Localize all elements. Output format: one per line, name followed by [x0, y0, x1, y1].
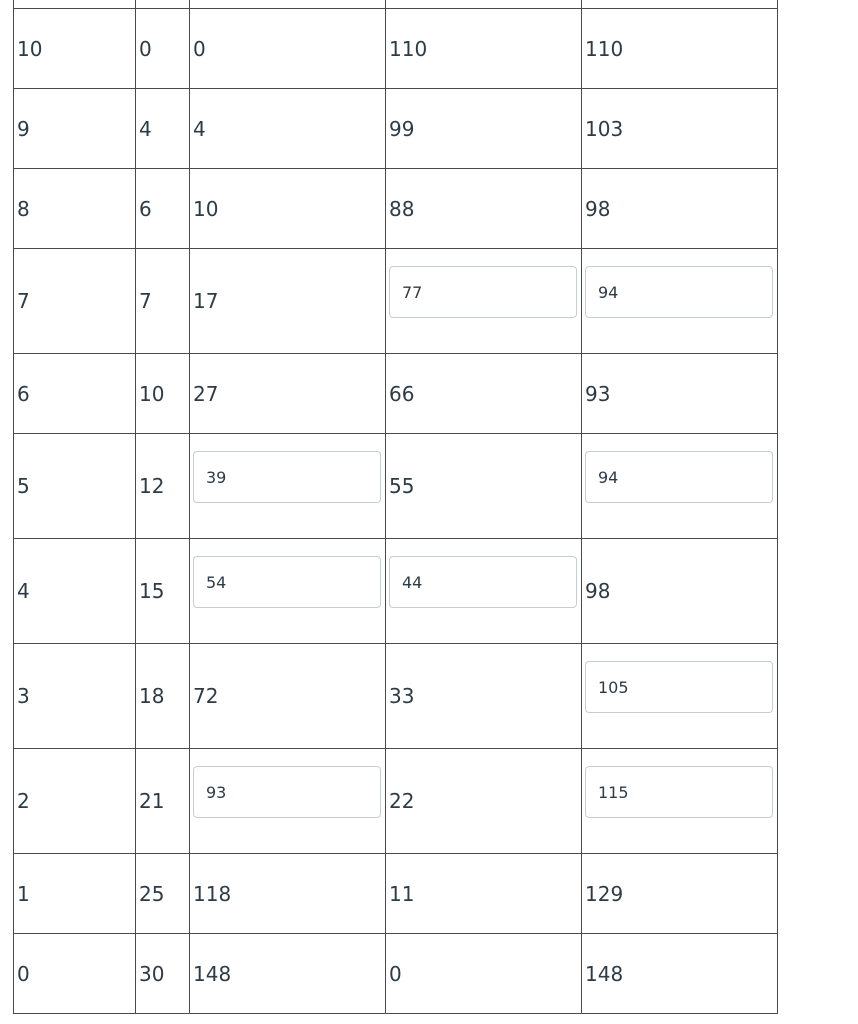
- table-row: [14, 539, 778, 644]
- table-cell: [190, 0, 386, 9]
- table-cell-c1: 18: [136, 644, 190, 749]
- table-row: [14, 644, 778, 749]
- table-cell-c2-input: [190, 749, 386, 854]
- table-cell-c1: 4: [136, 89, 190, 169]
- answer-input[interactable]: [193, 451, 381, 503]
- answer-input[interactable]: [389, 556, 577, 608]
- table-cell-c0: 1: [14, 854, 136, 934]
- table-cell-c3: 22: [386, 749, 582, 854]
- table-cell-c2: 4: [190, 89, 386, 169]
- table-row-spacer: [14, 0, 778, 9]
- table-cell-c4: 93: [582, 354, 778, 434]
- table-cell-c4: 148: [582, 934, 778, 1014]
- table-cell-c3-input: [386, 539, 582, 644]
- table-cell-c2-input: [190, 434, 386, 539]
- table-cell-c4-input: [582, 249, 778, 354]
- table-row: [14, 169, 778, 249]
- table-cell-c0: 9: [14, 89, 136, 169]
- answer-input[interactable]: [193, 556, 381, 608]
- table-cell-c2: 17: [190, 249, 386, 354]
- table-cell-c2: 10: [190, 169, 386, 249]
- table-cell-c4-input: [582, 434, 778, 539]
- table-cell-c0: 4: [14, 539, 136, 644]
- table-row: [14, 749, 778, 854]
- table-row: [14, 434, 778, 539]
- table-cell-c3: 110: [386, 9, 582, 89]
- table-cell-c1: 21: [136, 749, 190, 854]
- table-row: [14, 854, 778, 934]
- table-cell-c1: 30: [136, 934, 190, 1014]
- table-cell: [136, 0, 190, 9]
- answer-input[interactable]: [585, 766, 773, 818]
- table-cell-c1: 7: [136, 249, 190, 354]
- table-row: [14, 249, 778, 354]
- answer-input[interactable]: [389, 266, 577, 318]
- table-cell-c1: 25: [136, 854, 190, 934]
- table-cell-c1: 0: [136, 9, 190, 89]
- table-cell: [582, 0, 778, 9]
- table-cell-c3: 55: [386, 434, 582, 539]
- table-cell-c0: 7: [14, 249, 136, 354]
- table-cell-c0: 8: [14, 169, 136, 249]
- table-cell-c1: 12: [136, 434, 190, 539]
- table-cell-c3: 66: [386, 354, 582, 434]
- table-cell-c4: 129: [582, 854, 778, 934]
- table-cell-c4: 103: [582, 89, 778, 169]
- table-cell: [386, 0, 582, 9]
- table-cell-c0: 5: [14, 434, 136, 539]
- table-row: [14, 9, 778, 89]
- table-cell-c0: 0: [14, 934, 136, 1014]
- table-cell-c0: 10: [14, 9, 136, 89]
- table-cell-c4-input: [582, 749, 778, 854]
- table-cell-c2-input: [190, 539, 386, 644]
- table-cell-c4: 98: [582, 169, 778, 249]
- table-cell-c4: 98: [582, 539, 778, 644]
- table-cell-c0: 6: [14, 354, 136, 434]
- table-cell-c1: 6: [136, 169, 190, 249]
- answer-input[interactable]: [193, 766, 381, 818]
- table-cell-c3: 88: [386, 169, 582, 249]
- table-row: [14, 354, 778, 434]
- table-cell-c4-input: [582, 644, 778, 749]
- table-cell-c1: 10: [136, 354, 190, 434]
- table-cell-c1: 15: [136, 539, 190, 644]
- table-cell-c0: 2: [14, 749, 136, 854]
- table-cell: [14, 0, 136, 9]
- answer-input[interactable]: [585, 661, 773, 713]
- table-row: [14, 934, 778, 1014]
- table-cell-c2: 27: [190, 354, 386, 434]
- table-cell-c2: 118: [190, 854, 386, 934]
- answer-input[interactable]: [585, 451, 773, 503]
- table-cell-c4: 110: [582, 9, 778, 89]
- table-row: [14, 89, 778, 169]
- table-cell-c2: 0: [190, 9, 386, 89]
- table-cell-c3: 99: [386, 89, 582, 169]
- table-cell-c3-input: [386, 249, 582, 354]
- table-cell-c3: 0: [386, 934, 582, 1014]
- table-cell-c3: 33: [386, 644, 582, 749]
- table-cell-c3: 11: [386, 854, 582, 934]
- table-cell-c2: 72: [190, 644, 386, 749]
- table-cell-c2: 148: [190, 934, 386, 1014]
- answer-input[interactable]: [585, 266, 773, 318]
- data-table: [13, 0, 778, 1014]
- table-cell-c0: 3: [14, 644, 136, 749]
